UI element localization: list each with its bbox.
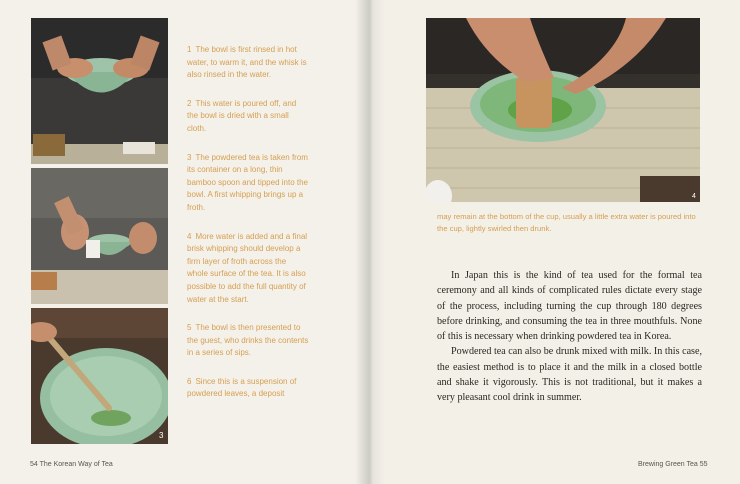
step-3-number: 3 <box>187 152 192 162</box>
body-paragraph-2: Powdered tea can also be drunk mixed with milk. In this case, the easiest method is to place it and the milk in a closed bottle and shake it vigorously. This is not traditional, but it makes a very pleasant cool drink in summer. <box>437 346 702 404</box>
photo-spooning-tea <box>31 168 168 304</box>
photo-4-number: 4 <box>692 193 696 200</box>
step-5-text: The bowl is then presented to the guest, who drinks the contents in a series of sips. <box>187 323 309 358</box>
right-page-folio: Brewing Green Tea 55 <box>638 461 708 468</box>
step-3-text: The powdered tea is taken from its container on a long, thin bamboo spoon and tipped into the bowl. A first whipping brings up a froth. <box>187 152 308 212</box>
left-page-folio: 54 The Korean Way of Tea <box>30 461 113 468</box>
photo-whisking-bowl <box>31 308 168 444</box>
book-gutter <box>355 0 385 484</box>
body-paragraph-1: In Japan this is the kind of tea used for the formal tea ceremony and all kinds of complicated rules dictate every stage of the process, including turning the cup through 180 degrees before drinking, and consuming the tea in three mouthfuls. None of this is necessary when drinking powdered tea in Korea. <box>437 270 702 343</box>
step-6-number: 6 <box>187 376 192 386</box>
photo-caption: may remain at the bottom of the cup, usually a little extra water is poured into the cup, lightly swirled then drunk. <box>437 212 696 233</box>
photo-rinsing-bowl <box>31 18 168 164</box>
photo-3-number: 3 <box>159 431 164 440</box>
step-1-text: The bowl is first rinsed in hot water, to warm it, and the whisk is also rinsed in the water. <box>187 45 307 80</box>
step-2 <box>187 98 309 136</box>
step-6 <box>187 376 309 401</box>
step-list <box>187 44 309 417</box>
step-4-text: More water is added and a final brisk whipping should develop a firm layer of froth across the whole surface of the tea. It is also possible to add the full quantity of water at the start. <box>187 231 308 304</box>
photo-whisked-tea-bowl <box>426 18 700 202</box>
body-text <box>437 268 702 406</box>
step-2-text: This water is poured off, and the bowl is dried with a small cloth. <box>187 98 297 133</box>
right-page <box>370 0 740 484</box>
step-5 <box>187 322 309 360</box>
step-3 <box>187 152 309 215</box>
step-1-number: 1 <box>187 45 192 54</box>
step-2-number: 2 <box>187 98 192 108</box>
step-4 <box>187 231 309 307</box>
step-5-number: 5 <box>187 323 192 333</box>
step-1 <box>187 44 309 82</box>
step-4-number: 4 <box>187 231 192 241</box>
step-6-text: Since this is a suspension of powdered leaves, a deposit <box>187 376 297 399</box>
